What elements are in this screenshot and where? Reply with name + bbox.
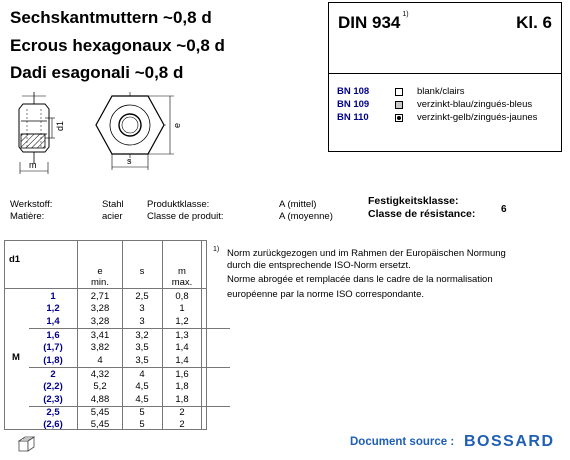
strength-class: Kl. 6 — [516, 13, 552, 32]
footnote-line-3: Norme abrogée et remplacée dans le cadre de la normalisation — [227, 274, 493, 285]
header-s: s — [139, 266, 145, 277]
header-d1: d1 — [9, 254, 21, 265]
table-cell-d1: (2,2) — [43, 381, 63, 392]
table-cell-s: 4,5 — [135, 394, 149, 405]
table-cell-d1: (2,6) — [43, 419, 63, 430]
table-cell-e: 3,41 — [90, 330, 110, 341]
table-cell-e: 4 — [97, 355, 103, 366]
table-cell-s: 3,5 — [135, 355, 149, 366]
table-cell-d1: 1,6 — [46, 330, 60, 341]
hex-nut-drawing — [8, 92, 198, 184]
table-cell-e: 3,28 — [90, 303, 110, 314]
din-number: DIN 934 — [338, 13, 401, 32]
table-cell-s: 3,5 — [135, 342, 149, 353]
package-icon — [16, 435, 46, 453]
table-cell-s: 3 — [139, 316, 145, 327]
classe-resistance-label: Classe de résistance: — [368, 208, 476, 220]
header-e-sub: min. — [91, 277, 109, 288]
finish-desc: blank/clairs — [417, 86, 465, 97]
footnote-marker: 1) — [213, 246, 220, 253]
footnote-line-1: Norm zurückgezogen und im Rahmen der Europäischen Normung — [227, 248, 506, 259]
matiere-label: Matière: — [10, 211, 45, 222]
header-m-sub: max. — [171, 277, 193, 288]
din-footnote-ref: 1) — [402, 11, 409, 18]
footnote-line-4: européenne par la norme ISO correspondante. — [227, 289, 424, 300]
table-cell-m: 2 — [179, 407, 185, 418]
produktklasse-label: Produktklasse: — [147, 199, 210, 210]
finish-desc: verzinkt-gelb/zingués-jaunes — [417, 112, 538, 123]
header-e: e — [97, 266, 103, 277]
finish-desc: verzinkt-blau/zingués-bleus — [417, 99, 533, 110]
dim-label-d1: d1 — [55, 120, 65, 131]
dim-label-m: m — [29, 160, 37, 170]
festigkeit-value: 6 — [501, 204, 507, 215]
table-cell-s: 4,5 — [135, 381, 149, 392]
side-view-drawing — [19, 92, 55, 174]
table-cell-d1: 1,4 — [46, 316, 60, 327]
table-cell-d1: (1,8) — [43, 355, 63, 366]
din-standard — [338, 13, 409, 33]
table-cell-s: 2,5 — [135, 291, 149, 302]
table-cell-e: 3,82 — [90, 342, 110, 353]
table-cell-e: 5,45 — [90, 419, 110, 430]
title-italian: Dadi esagonali ~0,8 d — [10, 63, 184, 82]
table-cell-s: 5 — [139, 419, 145, 430]
table-cell-d1: (2,3) — [43, 394, 63, 405]
table-cell-m: 1 — [179, 303, 185, 314]
document-source-label: Document source : — [350, 436, 455, 448]
table-cell-e: 4,88 — [90, 394, 110, 405]
finish-swatch-dot — [395, 114, 403, 122]
finish-code: BN 110 — [337, 112, 369, 123]
header-m: m — [178, 266, 186, 277]
thread-prefix: M — [12, 352, 20, 363]
table-cell-d1: 1 — [50, 291, 56, 302]
footnote-line-2: durch die entsprechende ISO-Norm ersetzt. — [227, 260, 411, 271]
top-view-drawing — [96, 92, 174, 170]
table-cell-e: 3,28 — [90, 316, 110, 327]
table-cell-m: 1,4 — [175, 342, 189, 353]
din-header — [329, 3, 561, 74]
classe-produit-label: Classe de produit: — [147, 211, 224, 222]
table-cell-s: 3,2 — [135, 330, 149, 341]
table-cell-m: 0,8 — [175, 291, 189, 302]
matiere-value: acier — [102, 211, 123, 222]
werkstoff-value: Stahl — [102, 199, 124, 210]
table-cell-m: 1,6 — [175, 369, 189, 380]
finish-code: BN 109 — [337, 99, 370, 110]
finish-swatch-blank — [395, 88, 403, 96]
table-cell-e: 5,45 — [90, 407, 110, 418]
table-cell-d1: 2 — [50, 369, 56, 380]
table-cell-m: 1,2 — [175, 316, 189, 327]
table-cell-s: 4 — [139, 369, 145, 380]
table-cell-m: 1,8 — [175, 381, 189, 392]
table-cell-s: 5 — [139, 407, 145, 418]
table-cell-m: 1,4 — [175, 355, 189, 366]
dimension-table — [4, 240, 207, 430]
table-cell-s: 3 — [139, 303, 145, 314]
dim-label-e: e — [172, 122, 182, 128]
finish-code: BN 108 — [337, 86, 370, 97]
bossard-logo: BOSSARD — [464, 433, 555, 450]
din-standard-box — [328, 2, 562, 152]
title-german: Sechskantmuttern ~0,8 d — [10, 8, 212, 27]
dim-label-s: s — [127, 156, 132, 166]
table-cell-e: 5,2 — [93, 381, 107, 392]
produktklasse-value: A (mittel) — [279, 199, 317, 210]
table-cell-d1: (1,7) — [43, 342, 63, 353]
table-cell-m: 1,8 — [175, 394, 189, 405]
table-cell-m: 2 — [179, 419, 185, 430]
festigkeitsklasse-label: Festigkeitsklasse: — [368, 195, 459, 207]
classe-produit-value: A (moyenne) — [279, 211, 333, 222]
table-cell-e: 2,71 — [90, 291, 110, 302]
title-french: Ecrous hexagonaux ~0,8 d — [10, 36, 225, 55]
table-cell-e: 4,32 — [90, 369, 110, 380]
finish-swatch-grey — [395, 101, 403, 109]
table-cell-d1: 2,5 — [46, 407, 60, 418]
table-cell-m: 1,3 — [175, 330, 189, 341]
werkstoff-label: Werkstoff: — [10, 199, 53, 210]
table-cell-d1: 1,2 — [46, 303, 60, 314]
